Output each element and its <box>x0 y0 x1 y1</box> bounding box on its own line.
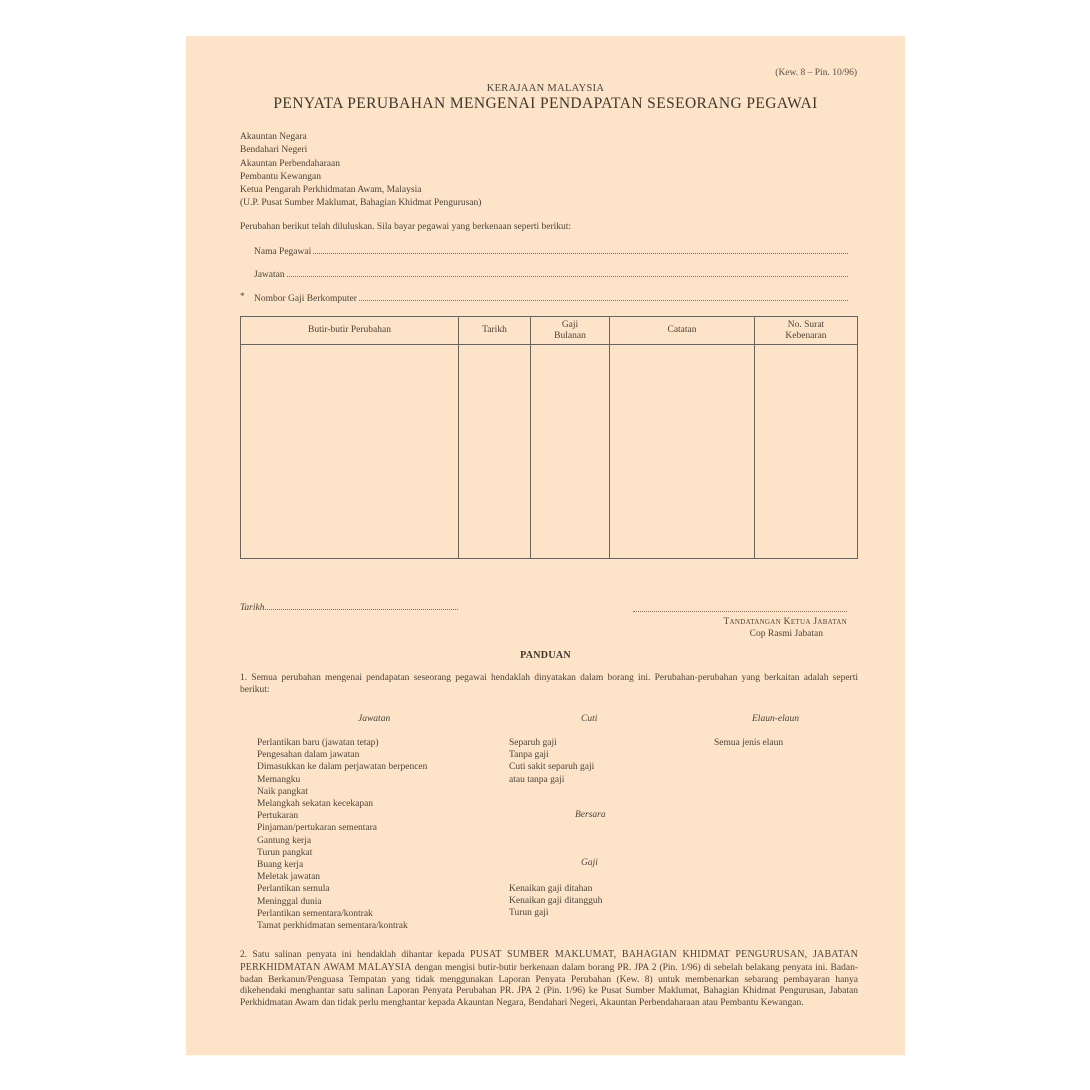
header-approval-letter <box>755 317 858 345</box>
list-item: Tamat perkhidmatan sementara/kontrak <box>257 921 408 932</box>
list-item: Perlantikan baru (jawatan tetap) <box>257 738 379 748</box>
header-monthly-salary <box>531 317 610 345</box>
form-code: (Kew. 8 – Pin. 10/96) <box>775 68 857 78</box>
stamp-label: Cop Rasmi Jabatan <box>749 629 823 639</box>
list-cuti <box>509 737 594 786</box>
list-item: Turun gaji <box>509 908 549 919</box>
guide-paragraph-1: 1. Semua perubahan mengenai pendapatan seseorang pegawai hendaklah dinyatakan dalam borang ini. Perubahan-perubahan yang berkaitan adalah seperti berikut: <box>240 673 858 695</box>
date-field[interactable] <box>240 601 458 613</box>
salary-number-label: Nombor Gaji Berkomputer <box>254 294 357 304</box>
employee-name-label: Nama Pegawai <box>254 247 312 257</box>
header-letter-line2: Kebenaran <box>785 330 827 341</box>
signatory-label: Tandatangan Ketua Jabatan <box>723 617 847 627</box>
signature-caption <box>633 616 847 640</box>
list-item: Pertukaran <box>257 811 299 822</box>
list-item: Perlantikan semula <box>257 884 330 895</box>
list-item: Kenaikan gaji ditahan <box>509 884 593 894</box>
addressee-item: (U.P. Pusat Sumber Maklumat, Bahagian Khidmat Pengurusan) <box>240 198 482 209</box>
header-salary-line1: Gaji <box>561 319 579 330</box>
list-item: Melangkah sekatan kecekapan <box>257 799 374 810</box>
addressee-list <box>240 131 481 211</box>
approval-statement: Perubahan berikut telah diluluskan. Sila bayar pegawai yang berkenaan seperti berikut: <box>240 222 572 232</box>
para2-text-2: dengan mengisi butir-butir berkenaan dalam borang PR. JPA 2 (Pin. 1/96) di sebelah belakang penyata ini. Badan-badan Berkanun/Penguasa Tempatan yang tidak menggunakan Laporan Penyata Perubahan (Kew. 8) untuk membenarkan sebarang pembayaran hanya dikehendaki menghantar satu salinan Laporan Penyata Perubahan PR. JPA 2 (Pin. 1/96) ke Pusat Sumber Maklumat, Bahagian Khidmat Pengurusan, Jabatan Perkhidmatan Awam dan tidak perlu menghantar kepada Akauntan Negara, Bendahari Negeri, Akauntan Perbendaharaan atau Pembantu Kewangan. <box>240 962 858 1009</box>
header-details: Butir-butir Perubahan <box>241 317 459 345</box>
asterisk-marker: * <box>240 292 245 302</box>
salary-number-field[interactable] <box>254 292 848 304</box>
list-elaun <box>714 737 783 749</box>
list-item: Tanpa gaji <box>509 750 549 761</box>
cell-letter[interactable] <box>755 345 858 559</box>
header-letter-line1: No. Surat <box>787 319 825 330</box>
heading-gaji: Gaji <box>581 858 598 868</box>
addressee-item: Akauntan Perbendaharaan <box>240 158 340 169</box>
cell-salary[interactable] <box>531 345 610 559</box>
list-jawatan <box>257 737 427 932</box>
list-item: Perlantikan sementara/kontrak <box>257 908 373 919</box>
list-item: Meletak jawatan <box>257 872 321 883</box>
heading-bersara: Bersara <box>575 810 606 820</box>
list-item: Dimasukkan ke dalam perjawatan berpencen <box>257 762 428 773</box>
list-item: Separuh gaji <box>509 738 557 748</box>
cell-date[interactable] <box>459 345 531 559</box>
signature-line[interactable] <box>633 601 847 612</box>
form-title: PENYATA PERUBAHAN MENGENAI PENDAPATAN SESEORANG PEGAWAI <box>273 95 818 112</box>
addressee-item: Ketua Pengarah Perkhidmatan Awam, Malaysia <box>240 185 422 196</box>
changes-table <box>240 316 858 559</box>
salary-number-input-line[interactable] <box>359 292 848 301</box>
government-heading: KERAJAAN MALAYSIA <box>486 83 605 94</box>
list-gaji <box>509 883 602 920</box>
list-item: Kenaikan gaji ditangguh <box>509 896 603 907</box>
list-item: Memangku <box>257 774 301 785</box>
employee-name-field[interactable] <box>254 245 848 257</box>
form-page <box>186 36 905 1055</box>
list-item: Gantung kerja <box>257 835 312 846</box>
header-date: Tarikh <box>459 317 531 345</box>
heading-elaun: Elaun-elaun <box>752 714 799 724</box>
header-notes: Catatan <box>610 317 755 345</box>
para2-bold-address: PUSAT SUMBER MAKLUMAT, BAHAGIAN KHIDMAT PENGURUSAN, JABATAN PERKHIDMATAN AWAM MALAYSIA <box>240 949 859 973</box>
list-item: Pengesahan dalam jawatan <box>257 750 360 761</box>
list-item: Meninggal dunia <box>257 896 322 907</box>
addressee-item: Pembantu Kewangan <box>240 171 321 182</box>
list-item: Turun pangkat <box>257 847 313 858</box>
para2-text-1: 2. Satu salinan penyata ini hendaklah dihantar kepada <box>240 950 470 960</box>
position-field[interactable] <box>254 268 848 280</box>
list-item: Naik pangkat <box>257 786 308 797</box>
list-item: Pinjaman/pertukaran sementara <box>257 823 378 834</box>
position-label: Jawatan <box>254 270 285 280</box>
guide-title: PANDUAN <box>520 650 571 661</box>
heading-cuti: Cuti <box>581 714 598 724</box>
list-item: Semua jenis elaun <box>714 738 784 748</box>
employee-name-input-line[interactable] <box>313 245 848 254</box>
list-item: Buang kerja <box>257 860 304 871</box>
table-row <box>241 345 858 559</box>
cell-notes[interactable] <box>610 345 755 559</box>
list-item: atau tanpa gaji <box>509 774 565 785</box>
cell-details[interactable] <box>241 345 459 559</box>
header-salary-line2: Bulanan <box>554 330 586 341</box>
list-item: Cuti sakit separuh gaji <box>509 762 595 773</box>
date-input-line[interactable] <box>265 601 458 610</box>
addressee-item: Akauntan Negara <box>240 132 307 142</box>
heading-jawatan: Jawatan <box>358 714 391 724</box>
addressee-item: Bendahari Negeri <box>240 145 308 156</box>
date-label: Tarikh <box>240 603 265 613</box>
guide-paragraph-2 <box>240 949 858 1010</box>
position-input-line[interactable] <box>287 268 848 277</box>
table-header-row <box>241 317 858 345</box>
